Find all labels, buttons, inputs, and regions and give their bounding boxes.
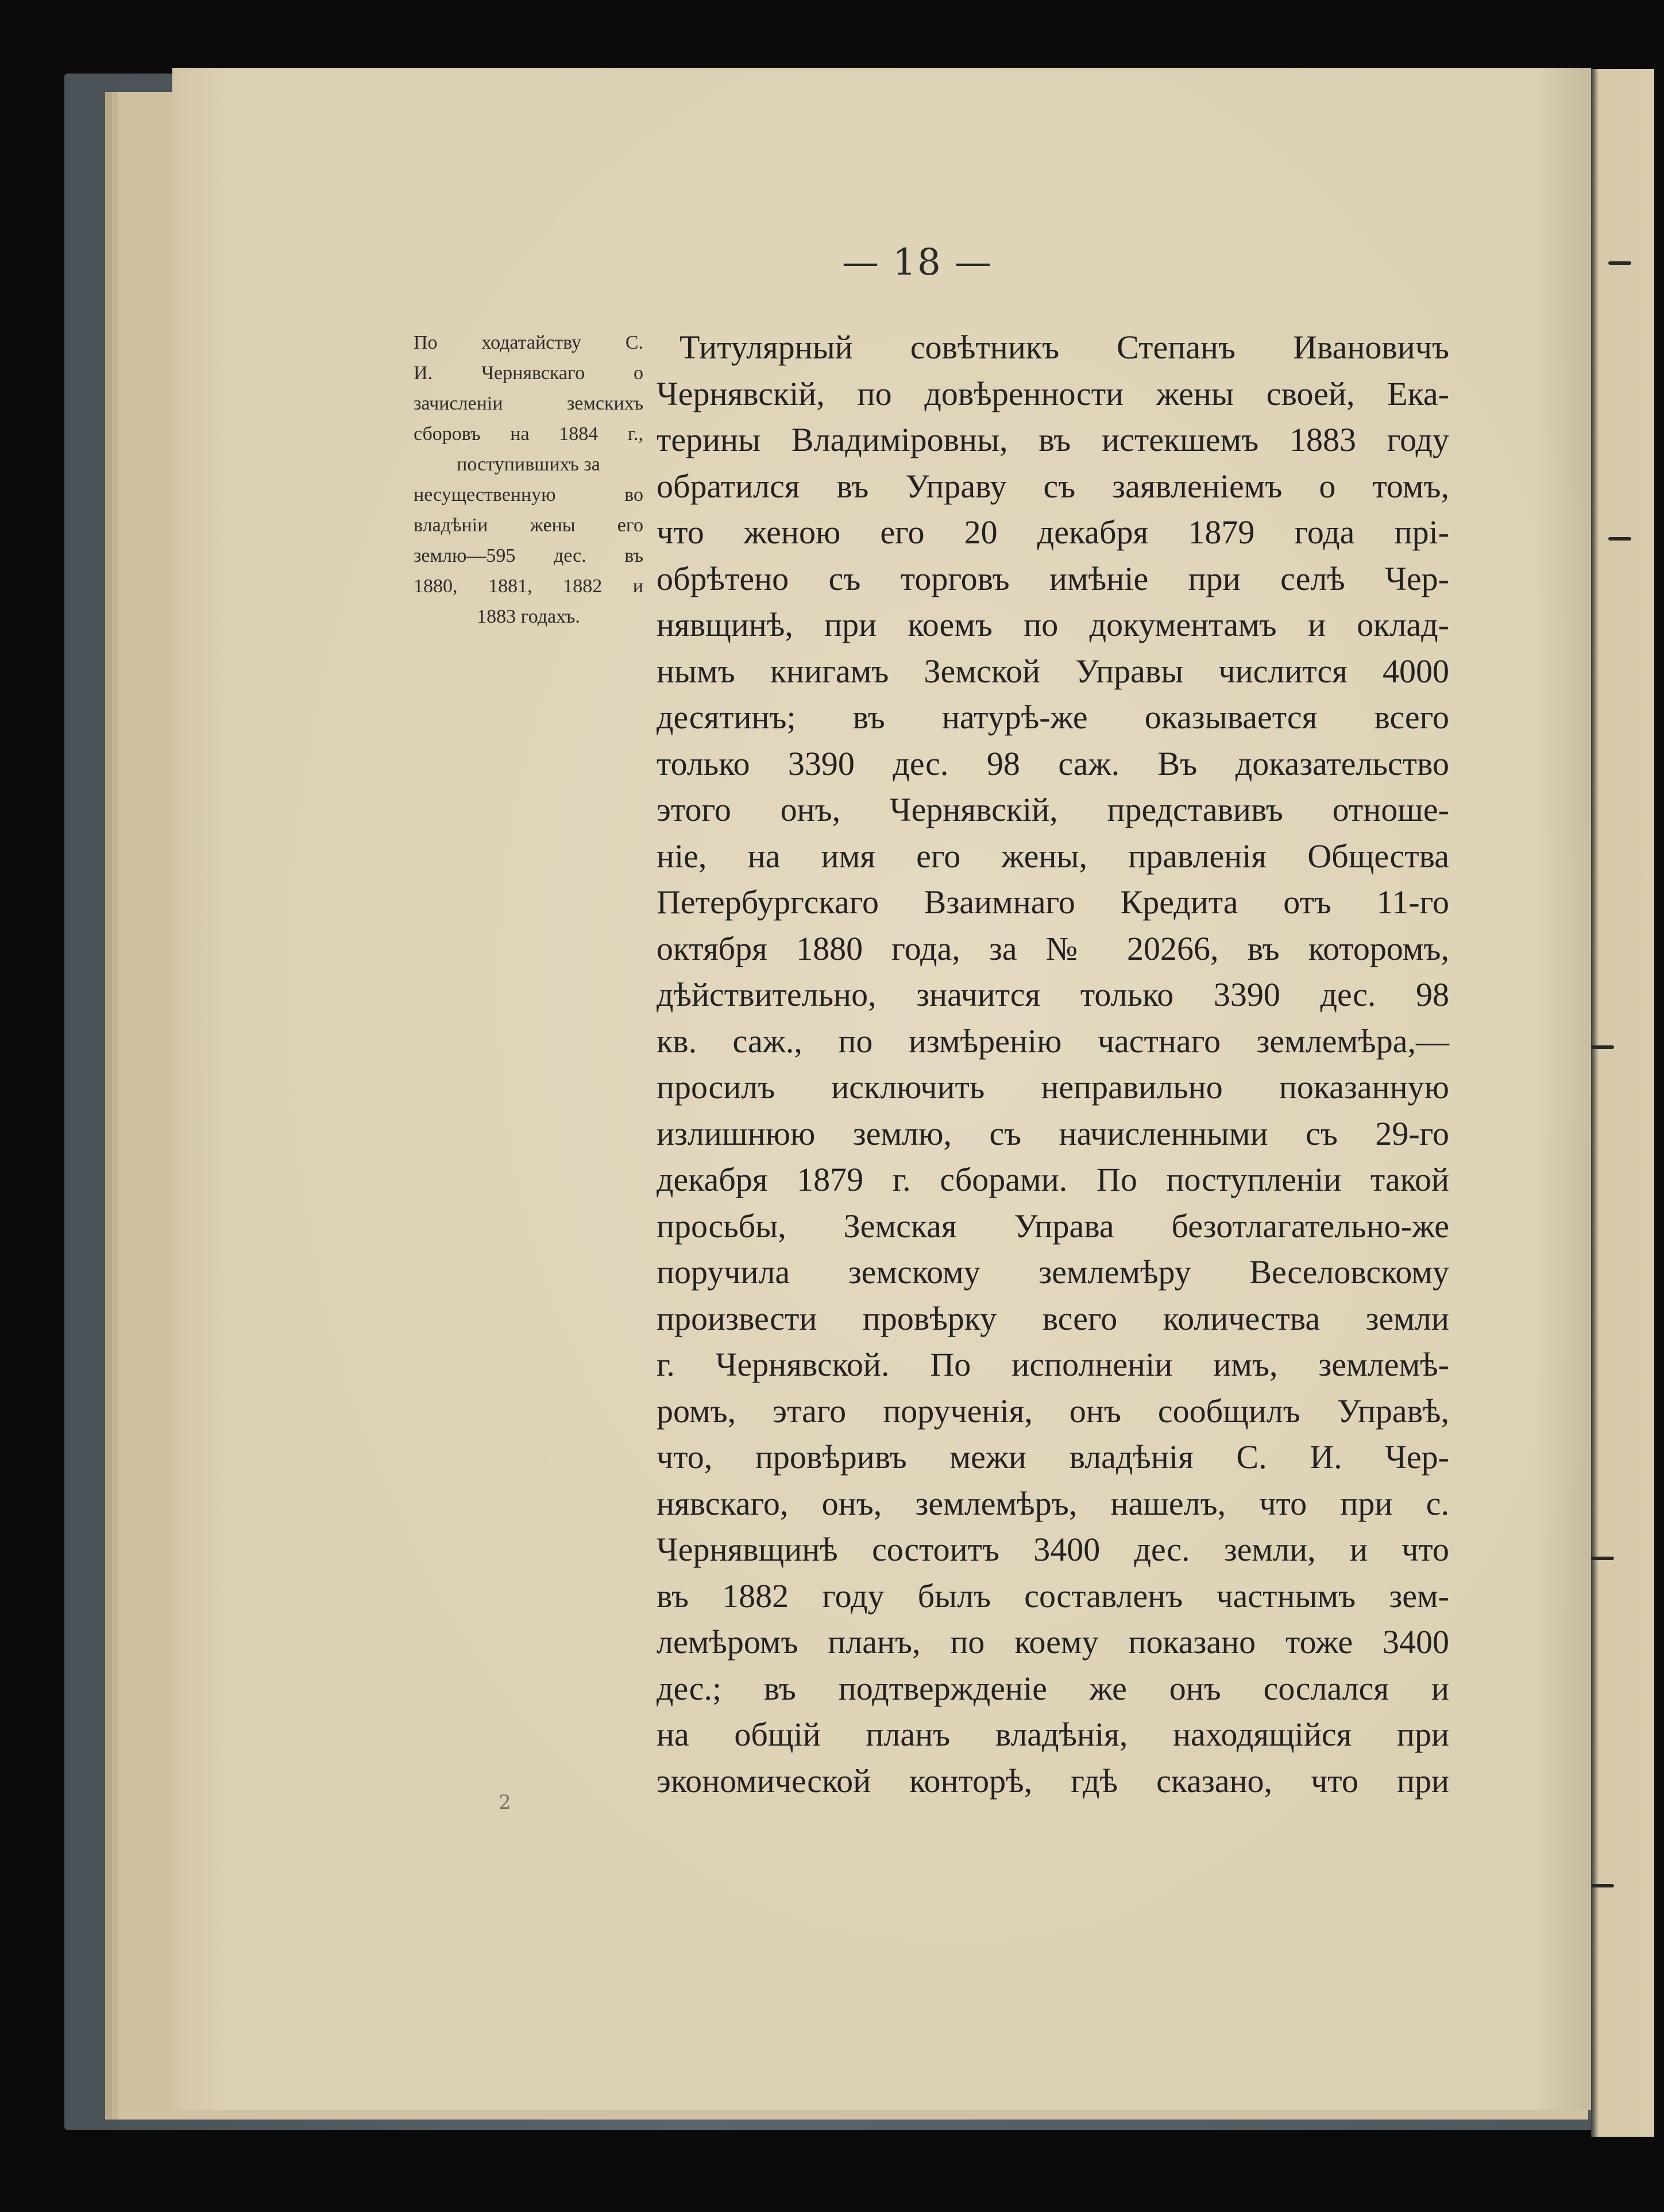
body-line: ромъ, этаго порученія, онъ сообщилъ Управѣ,	[657, 1392, 1449, 1430]
page-edge-nick	[1591, 1884, 1614, 1887]
margin-note	[414, 327, 643, 632]
margin-note-line: И. Чернявскаго о	[414, 362, 643, 384]
body-line: десятинъ; въ натурѣ-же оказывается всего	[657, 698, 1449, 736]
body-line: Чернявщинѣ состоитъ 3400 дес. земли, и что	[657, 1531, 1449, 1568]
page-edge-nick	[1591, 1045, 1614, 1049]
body-line: нымъ книгамъ Земской Управы числится 4000	[657, 652, 1449, 690]
margin-note-line: зачисленіи земскихъ	[414, 393, 643, 414]
body-line: лемѣромъ планъ, по коему показано тоже 3400	[657, 1623, 1449, 1661]
margin-note-line: По ходатайству С.	[414, 332, 643, 353]
body-line: Титулярный совѣтникъ Степанъ Ивановичъ	[680, 329, 1449, 366]
body-line: въ 1882 году былъ составленъ частнымъ зем-	[657, 1577, 1449, 1615]
body-line: что женою его 20 декабря 1879 года прі-	[657, 514, 1449, 551]
page-edge-nick	[1608, 537, 1631, 541]
body-line: излишнюю землю, съ начисленными съ 29-го	[657, 1114, 1449, 1152]
margin-note-line: поступившихъ за	[457, 454, 600, 475]
page-edge-nick	[1591, 1557, 1614, 1560]
body-line: терины Владиміровны, въ истекшемъ 1883 году	[657, 421, 1449, 458]
body-line: декабря 1879 г. сборами. По поступленіи такой	[657, 1161, 1449, 1198]
page-number: — 18 —	[841, 241, 993, 284]
body-text	[657, 325, 1449, 1804]
body-line: на общій планъ владѣнія, находящійся при	[657, 1716, 1449, 1753]
body-line: что, провѣривъ межи владѣнія С. И. Чер-	[657, 1438, 1449, 1476]
body-line: Петербургскаго Взаимнаго Кредита отъ 11-го	[657, 883, 1449, 921]
body-line: нявщинѣ, при коемъ по документамъ и оклад-	[657, 606, 1449, 643]
page-edge-nick	[1608, 261, 1631, 265]
body-line: ніе, на имя его жены, правленія Общества	[657, 837, 1449, 875]
body-line: дес.; въ подтвержденіе же онъ сослался и	[657, 1669, 1449, 1707]
margin-note-line: 1880, 1881, 1882 и	[414, 576, 643, 597]
margin-note-line: землю—595 дес. въ	[414, 545, 643, 566]
body-line: обрѣтено съ торговъ имѣніе при селѣ Чер-	[657, 559, 1449, 597]
signature-mark: 2	[499, 1791, 511, 1814]
body-line: только 3390 дес. 98 саж. Въ доказательство	[657, 744, 1449, 782]
body-line: поручила земскому землемѣру Веселовскому	[657, 1253, 1449, 1291]
body-line: нявскаго, онъ, землемѣръ, нашелъ, что при с.	[657, 1484, 1449, 1522]
body-line: г. Чернявской. По исполненіи имъ, землемѣ-	[657, 1346, 1449, 1383]
body-line: экономической конторѣ, гдѣ сказано, что при	[657, 1762, 1449, 1800]
margin-note-line: 1883 годахъ.	[477, 606, 580, 627]
body-line: кв. саж., по измѣренію частнаго землемѣра,—	[657, 1022, 1449, 1060]
body-line: этого онъ, Чернявскій, представивъ отноше-	[657, 791, 1449, 828]
body-line: произвести провѣрку всего количества земли	[657, 1299, 1449, 1337]
body-line: дѣйствительно, значится только 3390 дес. 98	[657, 976, 1449, 1013]
body-line: Чернявскій, по довѣренности жены своей, Ека-	[657, 375, 1449, 412]
body-line: октября 1880 года, за № 20266, въ которомъ,	[657, 929, 1449, 967]
margin-note-line: сборовъ на 1884 г.,	[414, 423, 643, 445]
margin-note-line: владѣніи жены его	[414, 515, 643, 536]
body-line: обратился въ Управу съ заявленіемъ о томъ,	[657, 467, 1449, 505]
margin-note-line: несущественную во	[414, 484, 643, 505]
body-line: просилъ исключить неправильно показанную	[657, 1068, 1449, 1106]
next-page-edge	[1591, 69, 1654, 2137]
body-line: просьбы, Земская Управа безотлагательно-же	[657, 1207, 1449, 1245]
